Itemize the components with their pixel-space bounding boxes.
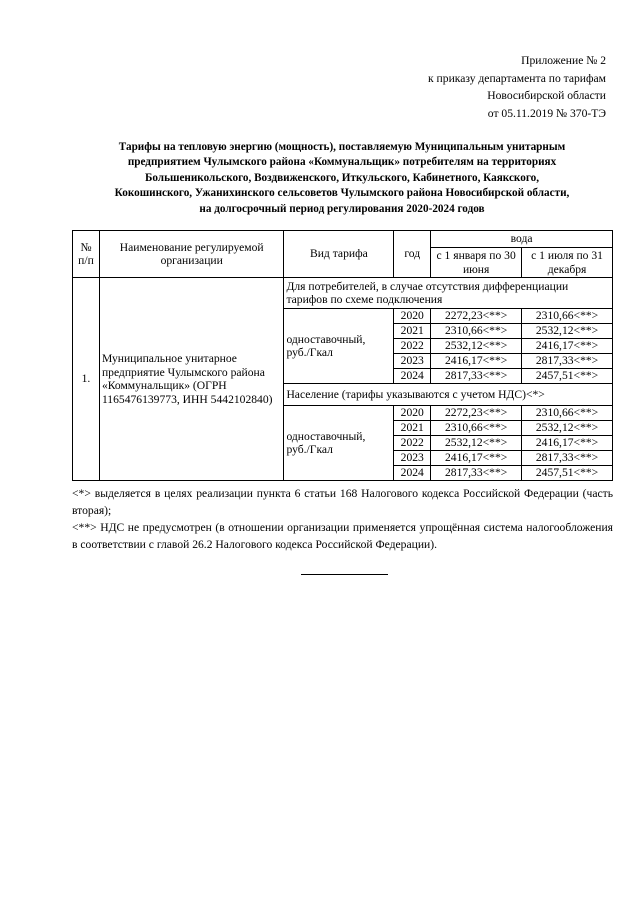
header-org: Наименование регулируемой организации <box>99 231 284 278</box>
appendix-header <box>428 52 606 122</box>
tariff-value: 2457,51<**> <box>522 369 613 384</box>
year-cell: 2023 <box>394 354 431 369</box>
tariff-value: 2310,66<**> <box>431 324 522 339</box>
tariff-value: 2817,33<**> <box>522 354 613 369</box>
closing-line <box>301 574 388 575</box>
tariffs-table <box>72 230 613 481</box>
tariff-type-cell: одноставочный, руб./Гкал <box>284 406 394 481</box>
tariff-value: 2532,12<**> <box>431 339 522 354</box>
tariff-value: 2310,66<**> <box>522 406 613 421</box>
tariff-value: 2310,66<**> <box>522 309 613 324</box>
appendix-line-4: от 05.11.2019 № 370-ТЭ <box>487 106 606 120</box>
tariff-value: 2817,33<**> <box>431 466 522 481</box>
year-cell: 2020 <box>394 309 431 324</box>
appendix-line-3: Новосибирской области <box>487 89 606 102</box>
tariff-value: 2457,51<**> <box>522 466 613 481</box>
tariff-value: 2416,17<**> <box>522 339 613 354</box>
appendix-line-2: к приказу департамента по тарифам <box>428 71 606 85</box>
tariff-value: 2532,12<**> <box>431 436 522 451</box>
header-water: вода <box>431 231 613 248</box>
header-year: год <box>394 231 431 278</box>
title-line-5: на долгосрочный период регулирования 2020-2024 годов <box>199 202 485 215</box>
tariff-value: 2532,12<**> <box>522 421 613 436</box>
header-tariff-type: Вид тарифа <box>284 231 394 278</box>
year-cell: 2021 <box>394 324 431 339</box>
year-cell: 2022 <box>394 339 431 354</box>
title-line-4: Кокошинского, Ужанихинского сельсоветов Чулымского района Новосибирской области, <box>114 187 570 200</box>
appendix-line-1: Приложение № 2 <box>521 54 606 67</box>
tariff-value: 2416,17<**> <box>431 451 522 466</box>
tariff-value: 2532,12<**> <box>522 324 613 339</box>
title-line-1: Тарифы на тепловую энергию (мощность), поставляемую Муниципальным унитарным <box>118 141 566 153</box>
tariff-type-cell: одноставочный, руб./Гкал <box>284 309 394 384</box>
year-cell: 2022 <box>394 436 431 451</box>
year-cell: 2023 <box>394 451 431 466</box>
title-line-2: предприятием Чулымского района «Коммунальщик» потребителям на территориях <box>127 156 557 169</box>
tariff-value: 2310,66<**> <box>431 421 522 436</box>
year-cell: 2021 <box>394 421 431 436</box>
footnote-2: <**> НДС не предусмотрен (в отношении организации применяется упрощённая система налогообложения в соответствии с главой 26.2 Налогового кодекса Российской Федерации). <box>72 521 613 551</box>
title-line-3: Большеникольского, Воздвиженского, Иткульского, Кабинетного, Каякского, <box>144 171 540 184</box>
year-cell: 2024 <box>394 466 431 481</box>
tariff-value: 2817,33<**> <box>522 451 613 466</box>
organization-name: Муниципальное унитарное предприятие Чулымского района «Коммунальщик» (ОГРН 1165476139773, ИНН 5442102840) <box>99 278 284 481</box>
document-title <box>72 140 612 217</box>
header-half2: с 1 июля по 31 декабря <box>522 248 613 278</box>
tariff-value: 2817,33<**> <box>431 369 522 384</box>
tariff-value: 2416,17<**> <box>431 354 522 369</box>
tariff-value: 2272,23<**> <box>431 309 522 324</box>
footnote-1: <*> выделяется в целях реализации пункта 6 статьи 168 Налогового кодекса Российской Федерации (часть вторая); <box>72 487 613 517</box>
tariff-value: 2272,23<**> <box>431 406 522 421</box>
tariff-value: 2416,17<**> <box>522 436 613 451</box>
year-cell: 2020 <box>394 406 431 421</box>
row-number: 1. <box>73 278 100 481</box>
year-cell: 2024 <box>394 369 431 384</box>
header-half1: с 1 января по 30 июня <box>431 248 522 278</box>
section-heading: Для потребителей, в случае отсутствия дифференциации тарифов по схеме подключения <box>284 278 613 309</box>
header-num: № п/п <box>73 231 100 278</box>
section-heading: Население (тарифы указываются с учетом НДС)<*> <box>284 384 613 406</box>
footnotes <box>72 485 613 553</box>
